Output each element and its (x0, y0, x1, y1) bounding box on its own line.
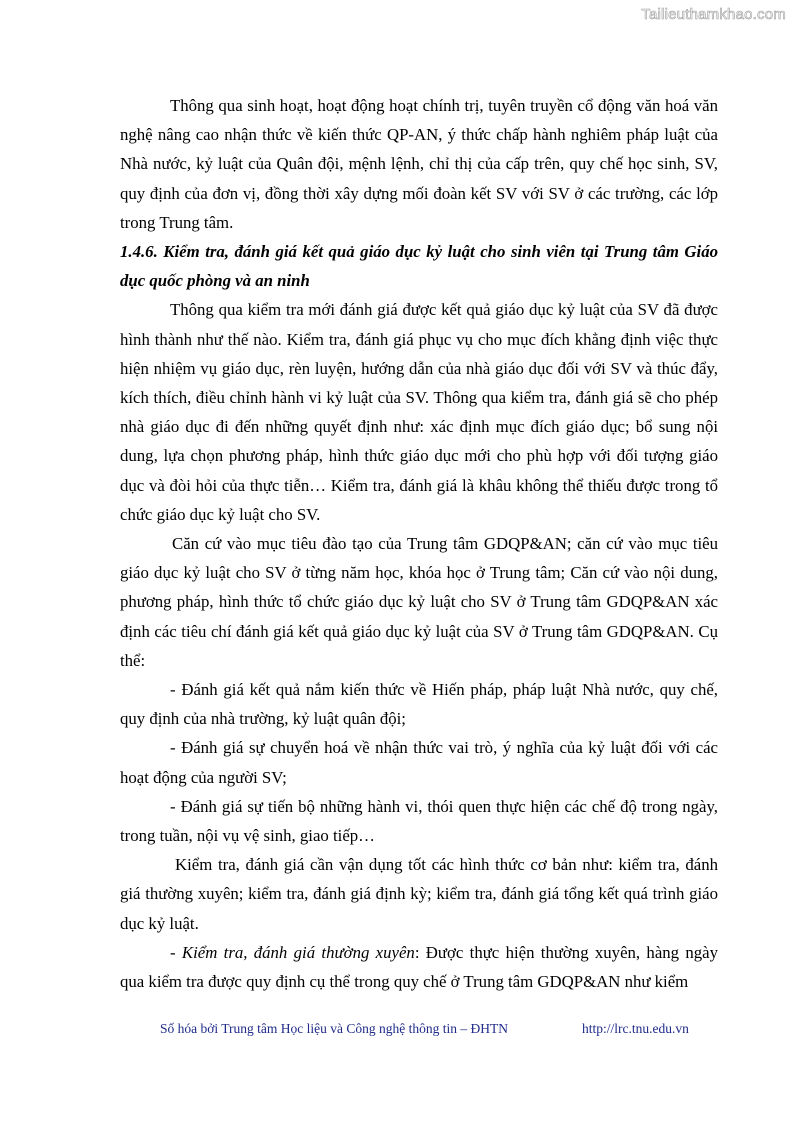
document-body (120, 91, 718, 996)
bullet-3: - Đánh giá sự tiến bộ những hành vi, thói quen thực hiện các chế độ trong ngày, trong tuần, nội vụ vệ sinh, giao tiếp… (120, 796, 718, 846)
paragraph-5-rest: : Được thực hiện thường xuyên, hàng ngày qua kiểm tra được quy định cụ thể trong quy chế ở Trung tâm GDQP&AN như kiểm (120, 942, 718, 992)
section-heading: 1.4.6. Kiểm tra, đánh giá kết quả giáo dục kỷ luật cho sinh viên tại Trung tâm Giáo dục quốc phòng và an ninh (120, 242, 718, 291)
paragraph-4: Kiểm tra, đánh giá cần vận dụng tốt các hình thức cơ bản như: kiểm tra, đánh giá thường xuyên; kiểm tra, đánh giá định kỳ; kiểm tra, đánh giá tổng kết quá trình giáo dục kỷ luật. (120, 855, 718, 933)
bullet-2: - Đánh giá sự chuyển hoá về nhận thức vai trò, ý nghĩa của kỷ luật đối với các hoạt động của người SV; (120, 738, 718, 787)
footer-digitized-by: Số hóa bởi Trung tâm Học liệu và Công nghệ thông tin – ĐHTN (160, 1021, 509, 1036)
watermark: Tailieuthamkhao.com (641, 6, 786, 23)
paragraph-5-prefix: - (170, 942, 182, 962)
paragraph-2: Thông qua kiểm tra mới đánh giá được kết quả giáo dục kỷ luật của SV đã được hình thành như thế nào. Kiểm tra, đánh giá phục vụ cho mục đích khẳng định việc thực hiện nhiệm vụ giáo dục, rèn luyện, hướng dẫn của nhà giáo dục đối với SV và thúc đẩy, kích thích, điều chỉnh hành vi kỷ luật của SV. Thông qua kiểm tra, đánh giá sẽ cho phép nhà giáo dục đi đến những quyết định như: xác định mục đích giáo dục; bổ sung nội dung, lựa chọn phương pháp, hình thức giáo dục mới cho phù hợp với đối tượng giáo dục và đòi hỏi của thực tiễn… Kiểm tra, đánh giá là khâu không thể thiếu được trong tổ chức giáo dục kỷ luật cho SV. (120, 300, 718, 524)
paragraph-5 (120, 938, 718, 996)
paragraph-5-italic: Kiểm tra, đánh giá thường xuyên (181, 942, 415, 962)
bullet-1: - Đánh giá kết quả nắm kiến thức về Hiến pháp, pháp luật Nhà nước, quy chế, quy định của nhà trường, kỷ luật quân đội; (120, 680, 718, 729)
footer-url: http://lrc.tnu.edu.vn (582, 1021, 689, 1036)
paragraph-3: Căn cứ vào mục tiêu đào tạo của Trung tâm GDQP&AN; căn cứ vào mục tiêu giáo dục kỷ luật cho SV ở từng năm học, khóa học ở Trung tâm; Căn cứ vào nội dung, phương pháp, hình thức tổ chức giáo dục kỷ luật cho SV ở Trung tâm GDQP&AN xác định các tiêu chí đánh giá kết quả giáo dục kỷ luật của SV ở Trung tâm GDQP&AN. Cụ thể: (120, 534, 718, 670)
paragraph-1: Thông qua sinh hoạt, hoạt động hoạt chính trị, tuyên truyền cổ động văn hoá văn nghệ nâng cao nhận thức về kiến thức QP-AN, ý thức chấp hành nghiêm pháp luật của Nhà nước, kỷ luật của Quân đội, mệnh lệnh, chỉ thị của cấp trên, quy chế học sinh, SV, quy định của đơn vị, đồng thời xây dựng mối đoàn kết SV với SV ở các trường, các lớp trong Trung tâm. (120, 96, 718, 232)
